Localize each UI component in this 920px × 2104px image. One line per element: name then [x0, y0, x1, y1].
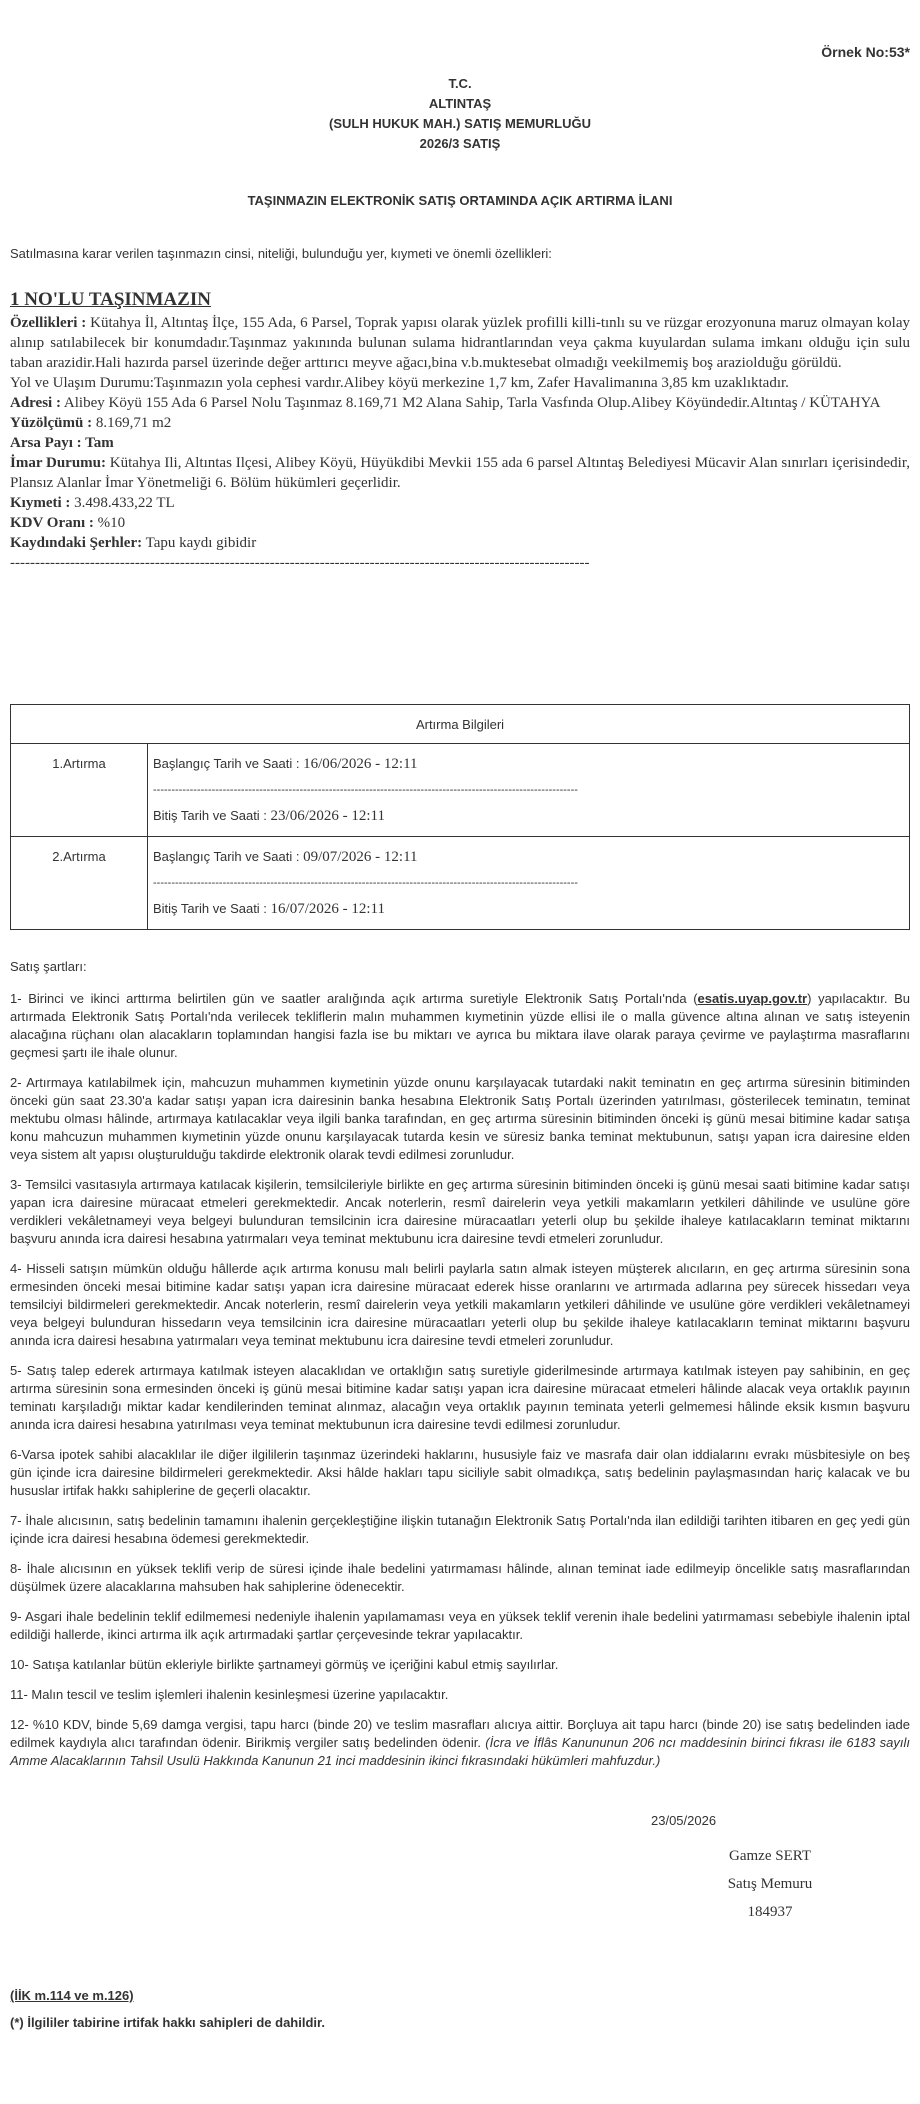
- serhler-label: Kaydındaki Şerhler:: [10, 535, 143, 551]
- start-value: 09/07/2026 - 12:11: [303, 849, 418, 865]
- property-section: [10, 287, 910, 573]
- term-12-text-a: 12- %10 KDV, binde 5,69 damga vergisi, tapu harcı (binde 20) ve teslim masrafları alıcıya aittir. Borçluya ait tapu harcı (binde 20) ise satış bedelinden iade edilmek kaydıyla alıcı tarafından ödenir. Birikmiş vergiler satış bedelinden ödenir.: [10, 1717, 910, 1750]
- artirma-start: [153, 845, 904, 869]
- kdv-value: %10: [93, 515, 126, 531]
- end-value: 23/06/2026 - 12:11: [270, 808, 385, 824]
- term-3: 3- Temsilci vasıtasıyla artırmaya katılacak kişilerin, temsilcileriyle birlikte en geç artırma süresinin bitiminden önceki iş günü mesai saati bitimine kadar satışı yapan icra dairesine müracaat etmeleri gerekmektedir. Ancak noterlerin, resmî dairelerin veya yetkili makamların yetkileri dâhilinde ve usulüne göre verdikleri vekâletnameyi veya belgeyi bulunduran temsilcinin icra dairesine müracaatları yeterli olup bu şekilde ihaleye katılacakların teminat miktarını başvuru anında icra dairesi hesabına yatırmaları veya teminat mektubunu icra dairesine tevdi etmeleri zorunludur.: [10, 1177, 910, 1246]
- ozellikleri-value: Kütahya İl, Altıntaş İlçe, 155 Ada, 6 Parsel, Toprak yapısı olarak yüzlek profilli killi-tınlı su ve rüzgar erozyonuna maruz olmayan kolay alınıp satılabilecek bir konumdadır.Taşınmaz yakınında bulunan sulama hidrantlarından veya çakma kuyulardan sulama imkanı olduğu için sulu taban arazidir.Hali hazırda parsel üzerinde değer arttırıcı meyve ağacı,bina v.b.muktesebat olmadığı veekilmemiş boş araziolduğu görüldü.: [10, 315, 910, 371]
- term-1: [10, 990, 910, 1062]
- artirma-separator: --------------------------------------------------------------------------------------------------------------------: [153, 784, 578, 796]
- property-ozellikleri: [10, 313, 910, 373]
- term-11: 11- Malın tescil ve teslim işlemleri ihalenin kesinleşmesi üzerine yapılacaktır.: [10, 1687, 449, 1702]
- adres-value: Alibey Köyü 155 Ada 6 Parsel Nolu Taşınmaz 8.169,71 M2 Alana Sahip, Tarla Vasfında Olup.Alibey Köyündedir.Altıntaş / KÜTAHYA: [60, 395, 881, 411]
- signature-number: 184937: [747, 1904, 793, 1920]
- artirma-end: [153, 897, 904, 921]
- property-serhler: [10, 533, 910, 553]
- artirma-times: [148, 744, 910, 837]
- artirma-table: [10, 704, 910, 930]
- intro-text: Satılmasına karar verilen taşınmazın cinsi, niteliği, bulunduğu yer, kıymeti ve önemli özellikleri:: [10, 246, 552, 261]
- term-1-text-a: 1- Birinci ve ikinci arttırma belirtilen gün ve saatler aralığında açık artırma suretiyle Elektronik Satış Portalı'nda (: [10, 991, 698, 1006]
- yuzolcumu-value: 8.169,71 m2: [92, 415, 172, 431]
- term-6: 6-Varsa ipotek sahibi alacaklılar ile diğer ilgililerin taşınmaz üzerindeki haklarını, hususiyle faiz ve masrafa dair olan iddialarını evrakı müsbitesiyle on beş gün içinde icra dairesine bildirmeleri gerekmektedir. Aksi hâlde hakları tapu siciliyle sabit olmadıkça, satış bedelinin paylaşmasından hariç kalacak ve bu hususlar irtifak hakkı sahiplerine de geçerli olacaktır.: [10, 1447, 910, 1498]
- adres-label: Adresi :: [10, 395, 61, 411]
- property-yuzolcumu: [10, 413, 910, 433]
- signature-name: Gamze SERT: [729, 1848, 811, 1864]
- footer-note: (*) İlgililer tabirine irtifak hakkı sahipleri de dahildir.: [10, 2015, 325, 2030]
- terms-section: [10, 958, 910, 1782]
- terms-heading: Satış şartları:: [10, 959, 87, 974]
- property-separator: --------------------------------------------------------------------------------------------------------------------: [10, 555, 590, 571]
- artirma-label: 1.Artırma: [11, 744, 148, 837]
- document-date: 23/05/2026: [651, 1813, 717, 1828]
- artirma-table-header: Artırma Bilgileri: [11, 705, 910, 744]
- signature-title: Satış Memuru: [727, 1876, 813, 1892]
- arsa-value: Tam: [81, 435, 114, 451]
- property-arsa: [10, 433, 910, 453]
- footer-reference-text: (İİK m.114 ve m.126): [10, 1988, 134, 2003]
- artirma-table-header-row: [11, 705, 910, 744]
- term-5: 5- Satış talep ederek artırmaya katılmak isteyen alacaklıdan ve ortaklığın satış suretiyle giderilmesinde artırmaya katılmak isteyen pay sahibinin, en geç artırma süresinin sona ermesinden önceki iş günü mesai bitimine kadar satışı yapan icra dairesine müracaat etmeleri hâlinde alacak veya ortaklık payının teminatı karşıladığı miktar kadar kendilerinden teminat alınmaz, alacağın veya ortaklık payının teminata yeterli gelmemesi hâlinde eksik kısmın başvuru anında icra dairesi hesabına yatırılması veya teminat mektubunun icra dairesine tevdi edilmesi zorunludur.: [10, 1363, 910, 1432]
- ozellikleri-label: Özellikleri :: [10, 315, 87, 331]
- artirma-separator: --------------------------------------------------------------------------------------------------------------------: [153, 877, 578, 889]
- term-4: 4- Hisseli satışın mümkün olduğu hâllerde açık artırma konusu malı belirli paylarla satın almak isteyen müşterek alıcıların, en geç artırma süresinin sona ermesinden önceki mesai bitimine kadar satışı yapan icra dairesine müracaat ederek hisse oranlarını ve artırmada adlarına pey sürecek hissedarı veya temsilciyi bildirmeleri gerekmektedir. Ancak noterlerin, resmî dairelerin veya yetkili makamların yetkileri dâhilinde ve usulüne göre verdikleri vekâletnameyi veya belgeyi bulunduran hissedarın veya temsilcinin icra dairesine müracaatları yeterli olup bu şekilde ihaleye katılacakların teminat miktarını başvuru anında icra dairesi hesabına yatırmaları veya teminat mektubunu icra dairesine tevdi etmeleri zorunludur.: [10, 1261, 910, 1348]
- artirma-end: [153, 804, 904, 828]
- document-title: TAŞINMAZIN ELEKTRONİK SATIŞ ORTAMINDA AÇIK ARTIRMA İLANI: [247, 193, 673, 208]
- property-imar: [10, 453, 910, 493]
- serhler-value: Tapu kaydı gibidir: [142, 535, 257, 551]
- property-kiymeti: [10, 493, 910, 513]
- term-2: 2- Artırmaya katılabilmek için, mahcuzun muhammen kıymetinin yüzde onunu karşılayacak tutardaki nakit teminatın en geç artırma süresinin bitiminden önceki gün saat 23.30'a kadar satışı yapan icra dairesinin banka hesabına Elektronik Satış Portalı üzerinden yatırılması, gösterilecek teminatın, teminat mektubu olması hâlinde, artırmaya katılacaklar veya ilgili banka tarafından, en geç artırma süresinin bitiminden önceki iş günü mesai bitimine kadar satışa konu mahcuzun muhammen kıymetinin yüzde onunu karşılayacak tutarda kesin ve süresiz banka teminat mektubunun, satışı yapan icra dairesine elden veya sistem alt yapısı oluşturulduğu takdirde elektronik olarak tevdi edilmesi zorunludur.: [10, 1075, 910, 1162]
- property-adres: [10, 393, 910, 413]
- start-label: Başlangıç Tarih ve Saati :: [153, 849, 304, 864]
- term-12-text-b: (İcra ve İflâs Kanununun 206 ncı maddesinin birinci fıkrası ile 6183 sayılı Amme Alacaklarının Tahsil Usulü Hakkında Kanunun 21 inci maddesinin ikinci fıkrasındaki hükümleri mahfuzdur.): [10, 1735, 910, 1768]
- footer-reference: [10, 1988, 134, 2003]
- term-1-text-b: ) yapılacaktır. Bu artırmada Elektronik Satış Portalı'nda verilecek tekliflerin malın muhammen kıymetinin yüzde ellisi ile o malla güvence altına alınan ve satış isteyenin alacağına rüçhanı olan alacakların toplamından hangisi fazla ise bu miktarı ve ayrıca bu miktara ilave olarak paraya çevirme ve paylaştırma masraflarını geçmesi şartı ile ihale olunur.: [10, 991, 910, 1060]
- imar-label: İmar Durumu:: [10, 455, 107, 471]
- property-heading: 1 NO'LU TAŞINMAZIN: [10, 289, 211, 310]
- arsa-label: Arsa Payı :: [10, 435, 82, 451]
- term-10: 10- Satışa katılanlar bütün ekleriyle birlikte şartnameyi görmüş ve içeriğini kabul etmiş sayılırlar.: [10, 1657, 559, 1672]
- end-value: 16/07/2026 - 12:11: [270, 901, 385, 917]
- ornek-no: Örnek No:53*: [821, 44, 910, 60]
- start-value: 16/06/2026 - 12:11: [303, 756, 418, 772]
- kiymeti-label: Kıymeti :: [10, 495, 71, 511]
- table-row: [11, 744, 910, 837]
- term-7: 7- İhale alıcısının, satış bedelinin tamamını ihalenin gerçekleştiğine ilişkin tutanağın Elektronik Satış Portalı'nda ilan edildiği tarihten itibaren en geç yedi gün içinde icra dairesi hesabına ödemesi gerekmektedir.: [10, 1513, 910, 1546]
- property-yol: Yol ve Ulaşım Durumu:Taşınmazın yola cephesi vardır.Alibey köyü merkezine 1,7 km, Zafer Havalimanına 3,85 km uzaklıktadır.: [10, 375, 789, 391]
- esatis-link[interactable]: esatis.uyap.gov.tr: [697, 991, 808, 1006]
- artirma-times: [148, 837, 910, 930]
- header-line-4: 2026/3 SATIŞ: [419, 136, 501, 151]
- start-label: Başlangıç Tarih ve Saati :: [153, 756, 304, 771]
- end-label: Bitiş Tarih ve Saati :: [153, 901, 271, 916]
- yuzolcumu-label: Yüzölçümü :: [10, 415, 93, 431]
- term-12: [10, 1716, 910, 1770]
- kdv-label: KDV Oranı :: [10, 515, 94, 531]
- term-9: 9- Asgari ihale bedelinin teklif edilmemesi nedeniyle ihalenin yapılamaması veya en yüksek teklif verenin ihale bedelini yatırmaması sebebiyle ihalenin iptal edildiği hallerde, ikinci artırma ilk açık artırmadaki şartlar çerçevesinde tekrar yapılacaktır.: [10, 1609, 910, 1642]
- artirma-label: 2.Artırma: [11, 837, 148, 930]
- signature-block: [690, 1842, 850, 1926]
- header-line-1: T.C.: [448, 76, 472, 91]
- artirma-start: [153, 752, 904, 776]
- term-8: 8- İhale alıcısının en yüksek teklifi verip de süresi içinde ihale bedelini yatırmaması hâlinde, alınan teminat iade edilmeyip öncelikle satış masraflarından düşülmek üzere alacaklarına mahsuben hak sahiplerine ödenecektir.: [10, 1561, 910, 1594]
- imar-value: Kütahya Ili, Altıntas Ilçesi, Alibey Köyü, Hüyükdibi Mevkii 155 ada 6 parsel Altıntaş Belediyesi Mücavir Alan sınırları içerisindedir, Plansız Alanlar İmar Yönetmeliği 6. Bölüm hükümleri geçerlidir.: [10, 455, 910, 491]
- document-header: [10, 74, 910, 154]
- header-line-2: ALTINTAŞ: [428, 96, 492, 111]
- end-label: Bitiş Tarih ve Saati :: [153, 808, 271, 823]
- property-kdv: [10, 513, 910, 533]
- table-row: [11, 837, 910, 930]
- header-line-3: (SULH HUKUK MAH.) SATIŞ MEMURLUĞU: [329, 116, 591, 131]
- kiymeti-value: 3.498.433,22 TL: [70, 495, 175, 511]
